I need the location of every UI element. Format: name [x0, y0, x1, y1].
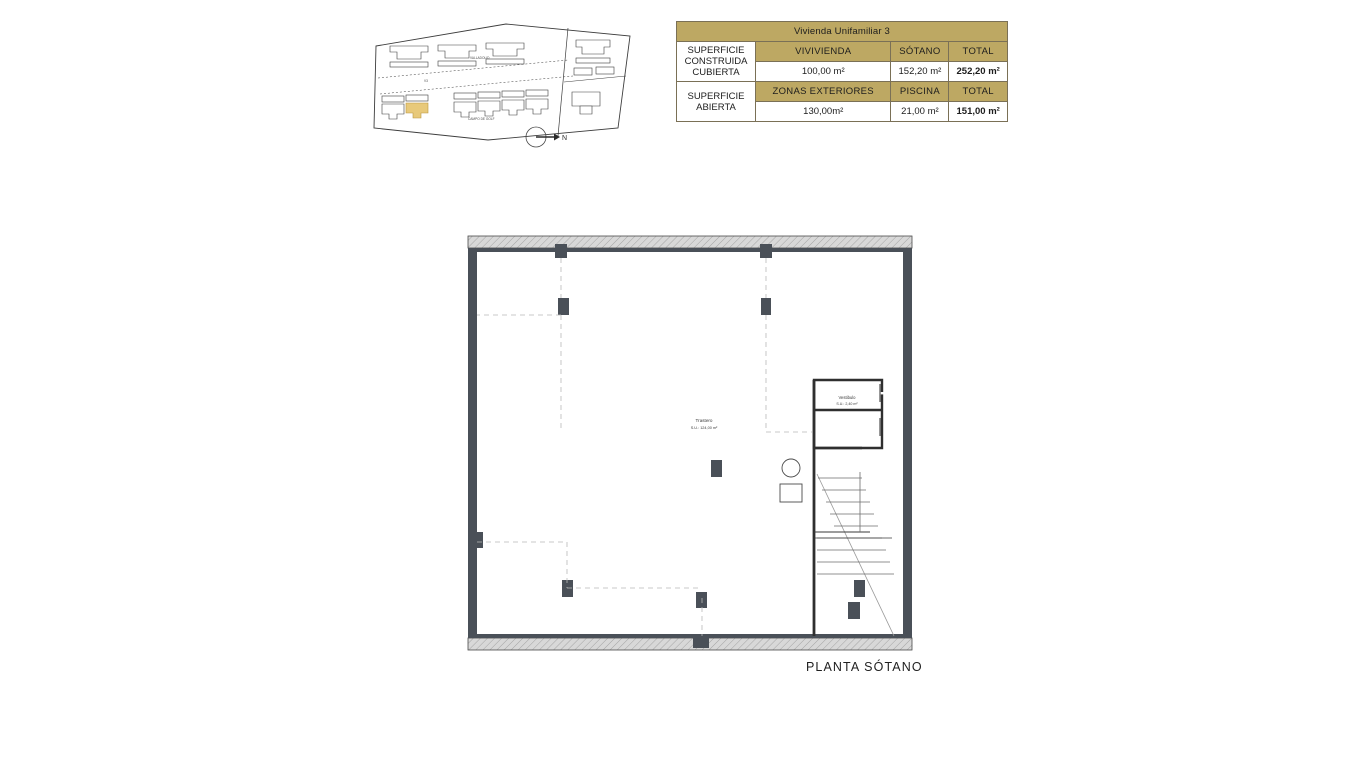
room-label-trastero: Trastero	[695, 418, 713, 423]
header-total-1: TOTAL	[949, 42, 1008, 62]
areas-table-title-row	[677, 22, 1008, 42]
site-key-label-golf: CAMPO DE GOLF	[468, 117, 495, 121]
header-total-2: TOTAL	[949, 82, 1008, 102]
highlighted-plot-v3[interactable]	[406, 103, 428, 118]
room-area-trastero: S.U.: 124,00 m²	[690, 426, 718, 430]
north-arrow	[524, 124, 572, 150]
site-key-plan	[368, 16, 638, 146]
site-key-label-valladolid: VALLADOLID	[470, 56, 490, 60]
floorplan-svg	[462, 232, 918, 660]
wall-left	[468, 248, 477, 638]
row-label-abierta: SUPERFICIE ABIERTA	[677, 82, 756, 122]
areas-table-header-row-1	[677, 42, 1008, 62]
value-total-2: 151,00 m²	[949, 102, 1008, 122]
north-arrow-icon	[524, 124, 572, 150]
value-total-1: 252,20 m²	[949, 62, 1008, 82]
header-zonas-exteriores: ZONAS EXTERIORES	[756, 82, 891, 102]
areas-table-title: Vivienda Unifamiliar 3	[677, 22, 1008, 42]
wall-top-inner	[477, 248, 903, 252]
room-vestibulo	[814, 380, 884, 448]
header-vivivienda: VIVIVIENDA	[756, 42, 891, 62]
header-sotano: SÓTANO	[891, 42, 949, 62]
site-key-svg	[368, 16, 638, 146]
value-piscina: 21,00 m²	[891, 102, 949, 122]
site-key-label-v3: V3	[424, 79, 428, 83]
room-label-vestibulo: Vestibulo	[838, 395, 856, 400]
value-vivivienda: 100,00 m²	[756, 62, 891, 82]
value-sotano: 152,20 m²	[891, 62, 949, 82]
floorplan-drawing	[462, 232, 918, 660]
value-zonas-exteriores: 130,00m²	[756, 102, 891, 122]
room-area-vestibulo: S.U.: 2,40 m²	[836, 402, 858, 406]
areas-table-header-row-2	[677, 82, 1008, 102]
villa-cluster-right	[572, 40, 614, 114]
row-label-construida: SUPERFICIE CONSTRUIDA CUBIERTA	[677, 42, 756, 82]
plan-caption: PLANTA SÓTANO	[806, 660, 923, 674]
header-piscina: PISCINA	[891, 82, 949, 102]
wall-top-hatched	[468, 236, 912, 248]
wall-bottom-hatched	[468, 638, 912, 650]
wall-right	[903, 248, 912, 638]
wall-bottom-inner	[477, 634, 903, 638]
north-arrow-label: N	[562, 135, 568, 142]
villa-row-top	[390, 43, 524, 67]
areas-table	[676, 21, 1008, 122]
